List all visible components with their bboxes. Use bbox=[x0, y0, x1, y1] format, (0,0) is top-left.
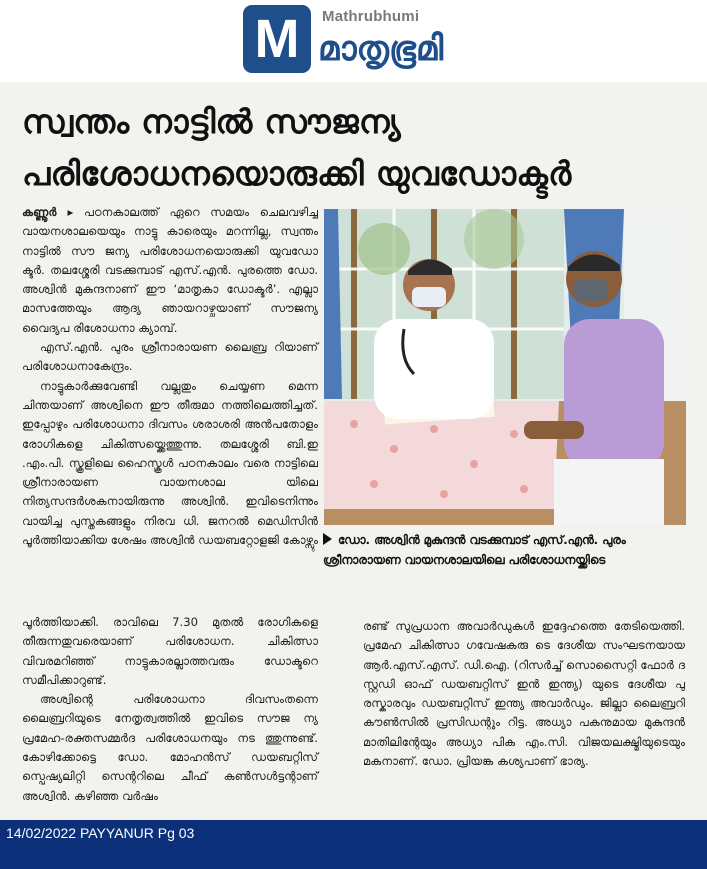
brand-name-malayalam: മാതൃഭൂമി bbox=[318, 29, 444, 69]
footer-band bbox=[0, 820, 707, 869]
article-column-1-continued bbox=[22, 613, 318, 806]
paragraph-6: രണ്ട് സുപ്രധാന അവാർഡുകൾ ഇദ്ദേഹത്തെ തേടിയെത്തി. പ്രമേഹ ചികിത്സാ ഗവേഷകരു ടെ ദേശീയ സംഘടനയായ ആർ.എസ്.എസ്. ഡി.ഐ. (റിസർച്ച് സൊസൈറ്റി ഫോർ ദ സ്റ്റഡി ഓഫ് ഡയബറ്റിസ് ഇൻ ഇന്ത്യ) യുടെ ദേശീയ പു രസ്കാരവും ഡയബറ്റിസ് ഇന്ത്യ അവാർഡും. ജില്ലാ ലൈബ്രറി കൗൺസിൽ പ്രസിഡന്റും റിട്ട. അധ്യാ പകനുമായ മുകുന്ദൻ മാതിലിന്റേയും അധ്യാ പിക എം.സി. വിജയലക്ഷ്മിയുടെയും മകനാണ്. ഡോ. പ്രിയങ്ക കശ്യപാണ് ഭാര്യ. bbox=[363, 619, 685, 769]
paragraph-1-text: പഠനകാലത്ത് ഏറെ സമയം ചെലവഴിച്ച വായനശാലയെയും നാട്ടു കാരെയും മറന്നില്ല, സ്വന്തം നാട്ടിൽ സൗ ജന്യ പരിശോധനയൊരുക്കി യുവഡോ ക്ടർ. തലശ്ശേരി വടക്കുമ്പാട് എസ്.എൻ. പുരത്തെ ഡോ. അശ്വിൻ മുകുന്ദനാണ് ഈ ‘മാതൃകാ ഡോക്ടർ’. എല്ലാ മാസത്തേയും ആദ്യ ഞായറാഴ്ചയാണ് സൗജന്യ വൈദ്യപ രിശോധനാ ക്യാമ്പ്. bbox=[22, 205, 319, 335]
paragraph-5: അശ്വിന്റെ പരിശോധനാ ദിവസംതന്നെ ലൈബ്രറിയുടെ നേതൃത്വത്തിൽ ഇവിടെ സൗജ ന്യ പ്രമേഹ-രക്തസമ്മർദ പരിശോധനയും നട ത്തുന്നുണ്ട്. കോഴിക്കോട്ടെ ഡോ. മോഹൻസ് ഡയബറ്റിസ് സ്പെഷ്യലിറ്റി സെന്ററിലെ ചീഫ് കൺസൾട്ടന്റാണ് അശ്വിൻ. കഴിഞ്ഞ വർഷം bbox=[22, 692, 318, 803]
article-headline bbox=[22, 96, 702, 200]
edition-info: 14/02/2022 PAYYANUR Pg 03 bbox=[6, 825, 195, 841]
article-column-1 bbox=[22, 203, 318, 550]
doctor-examining-patient-image bbox=[324, 209, 686, 525]
headline-line-1: സ്വന്തം നാട്ടിൽ സൗജന്യ bbox=[22, 102, 401, 141]
article-column-2 bbox=[363, 617, 685, 771]
headline-line-2: പരിശോധനയൊരുക്കി യുവഡോക്ടർ bbox=[22, 154, 572, 193]
caption-marker-icon bbox=[323, 533, 332, 545]
photo-caption bbox=[323, 530, 687, 570]
masthead bbox=[0, 0, 707, 82]
article-photo bbox=[324, 209, 686, 525]
paragraph-4: പൂർത്തിയാക്കി. രാവിലെ 7.30 മുതൽ രോഗികളെ തീരുന്നതുവരെയാണ് പരിശോധന. ചികിത്സാ വിവരമറിഞ്ഞ് നാട്ടുകാരല്ലാത്തവരും ഡോക്ടറെ സമീപിക്കാറുണ്ട്. bbox=[22, 615, 318, 687]
caption-text: ഡോ. അശ്വിൻ മുകുന്ദൻ വടക്കുമ്പാട് എസ്.എൻ. പുരം ശ്രീനാരായണ വായനശാലയിലെ പരിശോധനയ്ക്കിടെ bbox=[323, 533, 626, 567]
logo-letter: M bbox=[254, 9, 300, 69]
paragraph-2: എസ്.എൻ. പുരം ശ്രീനാരായണ ലൈബ്ര റിയാണ് പരിശോധനാകേന്ദ്രം. bbox=[22, 340, 318, 374]
dateline: കണ്ണൂർ ▸ bbox=[22, 205, 74, 219]
paragraph-1 bbox=[22, 203, 318, 338]
paragraph-3: നാട്ടുകാർക്കുവേണ്ടി വല്ലതും ചെയ്യണ മെന്ന ചിന്തയാണ് അശ്വിനെ ഈ തീരുമാ നത്തിലെത്തിച്ചത്. ഇപ്പോഴും പരിശോധനാ ദിവസം ശരാശരി അൻപതോളം രോഗികളെ ചികിത്സയ്ക്കെത്തുന്നു. തലശ്ശേരി ബി.ഇ .എം.പി. സ്കൂളിലെ ഹൈസ്കൂൾ പഠനകാലം വരെ നാട്ടിലെ ശ്രീനാരായണ വായനശാല യിലെ നിത്യസന്ദർശകനായിരുന്നു അശ്വിൻ. ഇവിടെനിന്നും വായിച്ച പുസ്തകങ്ങളും നിരവ ധി. ജനറൽ മെഡിസിൻ പൂർത്തിയാക്കിയ ശേഷം അശ്വിൻ ഡയബറ്റോളജി കോഴ്സും bbox=[22, 378, 318, 548]
brand-name-english: Mathrubhumi bbox=[322, 8, 420, 25]
mathrubhumi-logo-icon bbox=[243, 5, 311, 73]
